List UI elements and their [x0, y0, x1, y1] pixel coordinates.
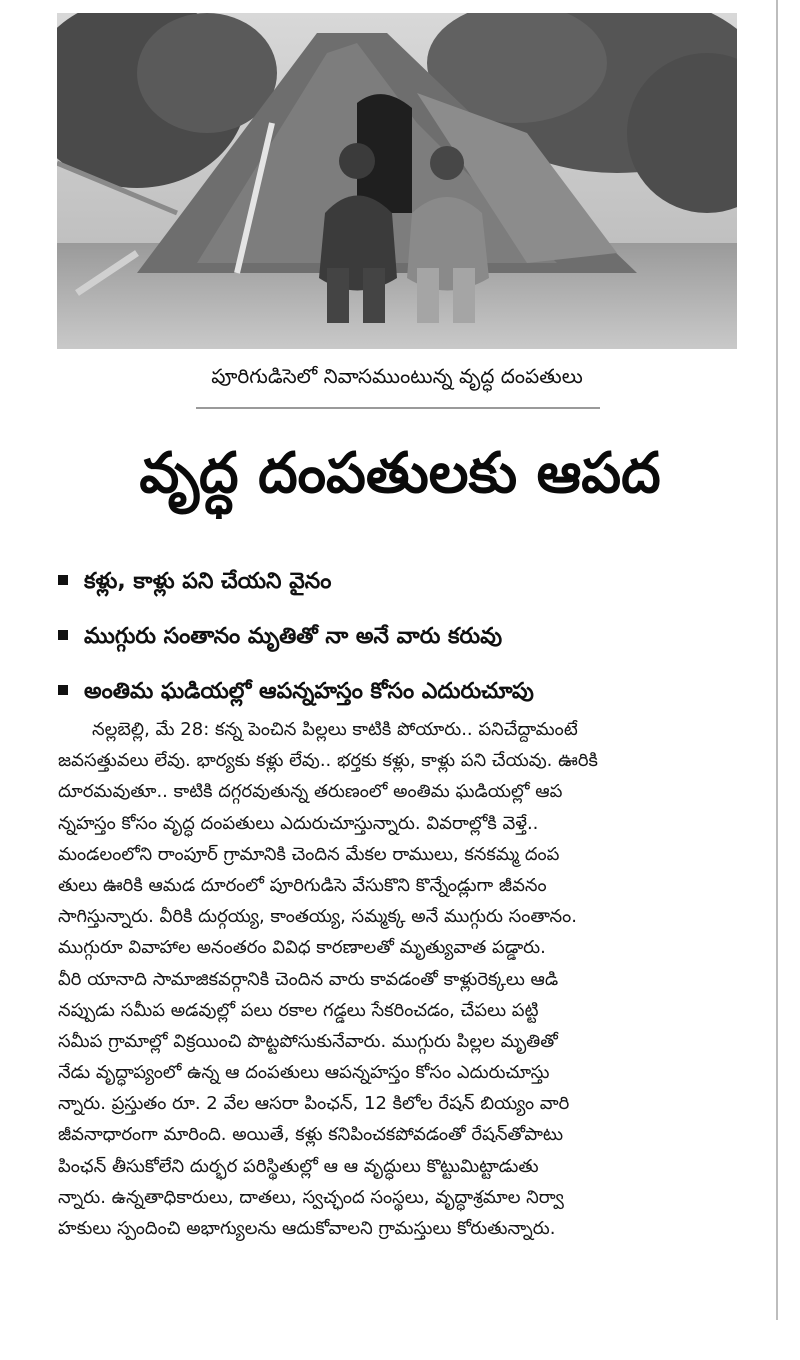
column-divider [776, 0, 778, 1320]
body-line: జీవనాధారంగా మారింది. అయితే, కళ్లు కనిపించకపోవడంతో రేషన్‌తోపాటు [58, 1124, 564, 1146]
body-line: తులు ఊరికి ఆమడ దూరంలో పూరిగుడిసె వేసుకొని కొన్నేండ్లుగా జీవనం [58, 874, 547, 896]
body-line: హకులు స్పందించి అభాగ్యులను ఆదుకోవాలని గ్రామస్తులు కోరుతున్నారు. [58, 1218, 556, 1239]
photo-hut-couple-image [57, 13, 737, 349]
news-photo [57, 13, 737, 349]
body-line: న్నారు. ఉన్నతాధికారులు, దాతలు, స్వచ్ఛంద సంస్థలు, వృద్ధాశ్రమాల నిర్వా [58, 1186, 564, 1208]
body-line: పింఛన్ తీసుకోలేని దుర్భర పరిస్థితుల్లో ఆ ఆ వృద్ధులు కొట్టుమిట్టాడుతు [58, 1155, 539, 1177]
body-line: వీరి యానాది సామాజికవర్గానికి చెందిన వారు కావడంతో కాళ్లురెక్కలు ఆడి [58, 968, 559, 990]
square-bullet-icon [58, 575, 68, 585]
body-line: నేడు వృద్ధాప్యంలో ఉన్న ఆ దంపతులు ఆపన్నహస్తం కోసం ఎదురుచూస్తు [58, 1062, 550, 1084]
body-line: నప్పుడు సమీప అడవుల్లో పలు రకాల గడ్డలు సేకరించడం, చేపలు పట్టి [58, 999, 539, 1021]
highlight-bullets [58, 562, 758, 727]
bullet-text: అంతిమ ఘడియల్లో ఆపన్నహస్తం కోసం ఎదురుచూపు [84, 679, 534, 704]
square-bullet-icon [58, 630, 68, 640]
body-line: ముగ్గురూ వివాహాల అనంతరం వివిధ కారణాలతో మృత్యువాత పడ్డారు. [58, 937, 546, 959]
body-line: సమీప గ్రామాల్లో విక్రయించి పొట్టపోసుకునేవారు. ముగ్గురు పిల్లల మృతితో [58, 1030, 558, 1052]
body-line: జవసత్తువలు లేవు. భార్యకు కళ్లు లేవు.. భర్తకు కళ్లు, కాళ్లు పని చేయవు. ఊరికి [58, 750, 598, 772]
caption-divider [196, 407, 600, 409]
body-line: దూరమవుతూ.. కాటికి దగ్గరవుతున్న తరుణంలో అంతిమ ఘడియల్లో ఆప [58, 781, 563, 803]
body-line: న్నారు. ప్రస్తుతం రూ. 2 వేల ఆసరా పింఛన్, 12 కిలోల రేషన్ బియ్యం వారి [58, 1093, 570, 1115]
highlight-bullet-1 [58, 562, 758, 617]
body-line: నల్లబెల్లి, మే 28: కన్న పెంచిన పిల్లలు కాటికి పోయారు.. పనిచేద్దామంటే [92, 719, 578, 740]
bullet-text: కళ్లు, కాళ్లు పని చేయని వైనం [84, 569, 332, 594]
highlight-bullet-2 [58, 617, 758, 672]
bullet-text: ముగ్గురు సంతానం మృతితో నా అనే వారు కరువు [84, 624, 503, 649]
article-headline: వృద్ధ దంపతులకు ఆపద [139, 441, 661, 506]
photo-caption: పూరిగుడిసెలో నివాసముంటున్న వృద్ధ దంపతులు [211, 364, 583, 388]
body-line: న్నహస్తం కోసం వృద్ధ దంపతులు ఎదురుచూస్తున్నారు. వివరాల్లోకి వెళ్తే.. [58, 812, 539, 834]
square-bullet-icon [58, 685, 68, 695]
body-line: మండలంలోని రాంపూర్ గ్రామానికి చెందిన మేకల రాములు, కనకమ్మ దంప [58, 843, 560, 865]
article-body [58, 714, 738, 1244]
body-line: సాగిస్తున్నారు. వీరికి దుర్గయ్య, కాంతయ్య, సమ్మక్క అనే ముగ్గురు సంతానం. [58, 906, 578, 928]
